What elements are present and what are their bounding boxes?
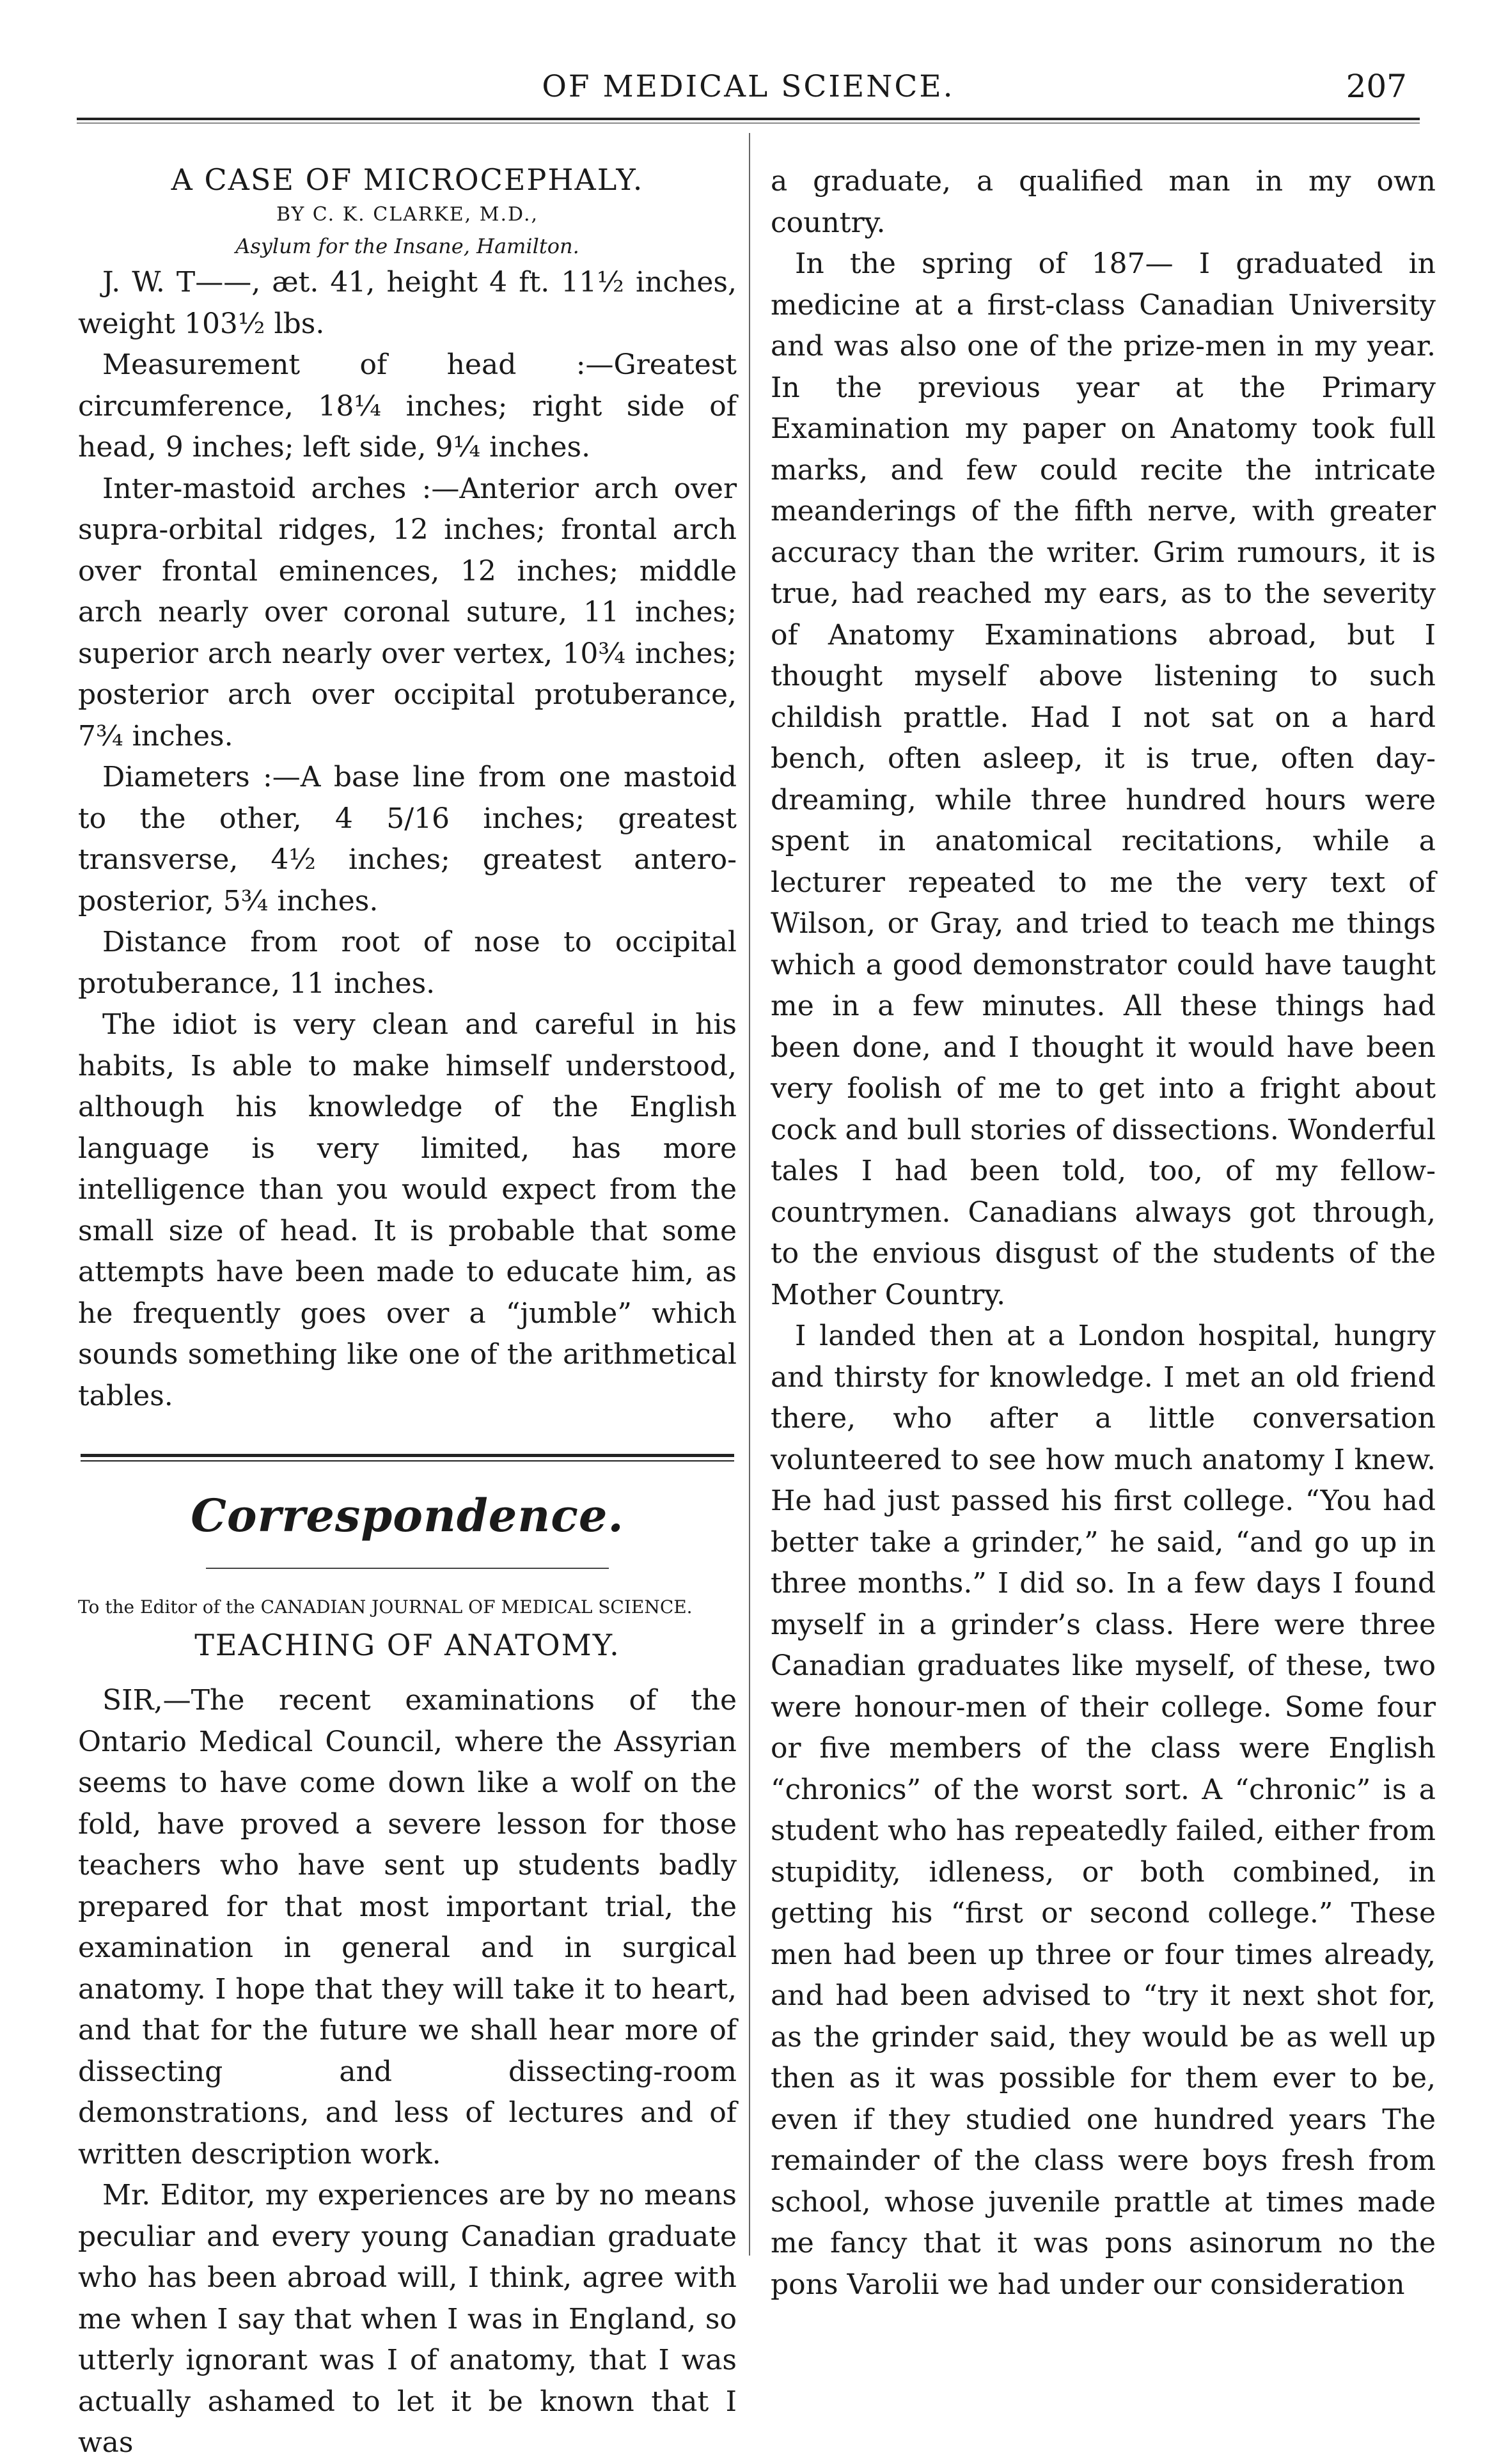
article-byline: BY C. K. CLARKE, M.D., [276, 203, 539, 226]
article-title: A CASE OF MICROCEPHALY. [171, 162, 644, 197]
section-double-rule [81, 1454, 734, 1462]
article-paragraph: The idiot is very clean and careful in his habits, Is able to make himself understood, although his knowledge of the English language is very limited, has more intelligence than you would expect from the small size of head. It is probable that some attempts have been made to educate him, as he frequently goes over a “jumble” which sounds something like one of the arithmetical tables. [78, 1008, 737, 1412]
article-paragraph: Measurement of head :—Greatest circumference, 18¼ inches; right side of head, 9 inches; left side, 9¼ inches. [78, 348, 737, 464]
letter-paragraph-continued: a graduate, a qualified man in my own country. [771, 165, 1436, 239]
letter-paragraph: In the spring of 187— I graduated in medicine at a first-class Canadian University and was also one of the prize-men in my year. In the previous year at the Primary Examination my paper on Anatomy took full marks, and few could recite the intricate meanderings of the fifth nerve, with greater accuracy than the writer. Grim rumours, it is true, had reached my ears, as to the severity of Anatomy Examinations abroad, but I thought myself above listening to such childish prattle. Had I not sat on a hard bench, often asleep, it is true, often day-dreaming, while three hundred hours were spent in anatomical recitations, while a lecturer repeated to me the very text of Wilson, or Gray, and tried to teach me things which a good demonstrator could have taught me in a few minutes. All these things had been done, and I thought it would have been very foolish of me to get into a fright about cock and bull stories of dissections. Wonderful tales I had been told, too, of my fellow-countrymen. Canadians always got through, to the envious disgust of the students of the Mother Country. [771, 247, 1436, 1311]
running-title: OF MEDICAL SCIENCE. [542, 69, 955, 104]
letter-paragraph: I landed then at a London hospital, hungry and thirsty for knowledge. I met an old friend there, who after a little conversation volunteered to see how much anatomy I knew. He had just passed his first college. “You had better take a grinder,” he said, “and go up in three months.” I did so. In a few days I found myself in a grinder’s class. Here were three Canadian graduates like myself, of these, two were honour-men of their college. Some four or five members of the class were English “chronics” of the worst sort. A “chronic” is a student who has repeatedly failed, either from stupidity, idleness, or both combined, in getting his “first or second college.” These men had been up three or four times already, and had been advised to “try it next shot for, as the grinder said, they would be as well up then as it was possible for them ever to be, even if they studied one hundred years The remainder of the class were boys fresh from school, whose juvenile prattle at times made me fancy that it was pons asinorum no the pons Varolii we had under our consideration [771, 1320, 1436, 2301]
letter-title: TEACHING OF ANATOMY. [194, 1628, 620, 1662]
running-header [77, 56, 1420, 114]
article-affiliation: Asylum for the Insane, Hamilton. [235, 234, 579, 258]
article-paragraph: Inter-mastoid arches :—Anterior arch over supra-orbital ridges, 12 inches; frontal arch over frontal eminences, 12 inches; middle arch nearly over coronal suture, 11 inches; superior arch nearly over vertex, 10¾ inches; posterior arch over occipital protuberance, 7¾ inches. [78, 472, 737, 752]
letter-addressee: To the Editor of the CANADIAN JOURNAL OF MEDICAL SCIENCE. [78, 1596, 693, 1618]
right-column [771, 161, 1436, 2305]
left-column [78, 160, 737, 2464]
article-paragraph: Diameters :—A base line from one mastoid to the other, 4 5/16 inches; greatest transverse, 4½ inches; greatest antero-posterior, 5¾ inches. [78, 761, 737, 917]
letter-paragraph: SIR,—The recent examinations of the Ontario Medical Council, where the Assyrian seems to have come down like a wolf on the fold, have proved a severe lesson for those teachers who have sent up students badly prepared for that most important trial, the examination in general and in surgical anatomy. I hope that they will take it to heart, and that for the future we shall hear more of dissecting and dissecting-room demonstrations, and less of lectures and of written description work. [78, 1684, 737, 2171]
column-divider [749, 133, 750, 2256]
article-paragraph: J. W. T——, æt. 41, height 4 ft. 11½ inches, weight 103½ lbs. [78, 266, 737, 340]
letter-paragraph: Mr. Editor, my experiences are by no means peculiar and every young Canadian graduate who has been abroad will, I think, agree with me when I say that when I was in England, so utterly ignorant was I of anatomy, that I was actually ashamed to let it be known that I was [78, 2179, 737, 2459]
header-double-rule [77, 118, 1420, 123]
section-thin-rule [206, 1568, 609, 1569]
page-number: 207 [1346, 68, 1407, 105]
article-paragraph: Distance from root of nose to occipital protuberance, 11 inches. [78, 926, 737, 1000]
section-heading: Correspondence. [191, 1489, 624, 1542]
